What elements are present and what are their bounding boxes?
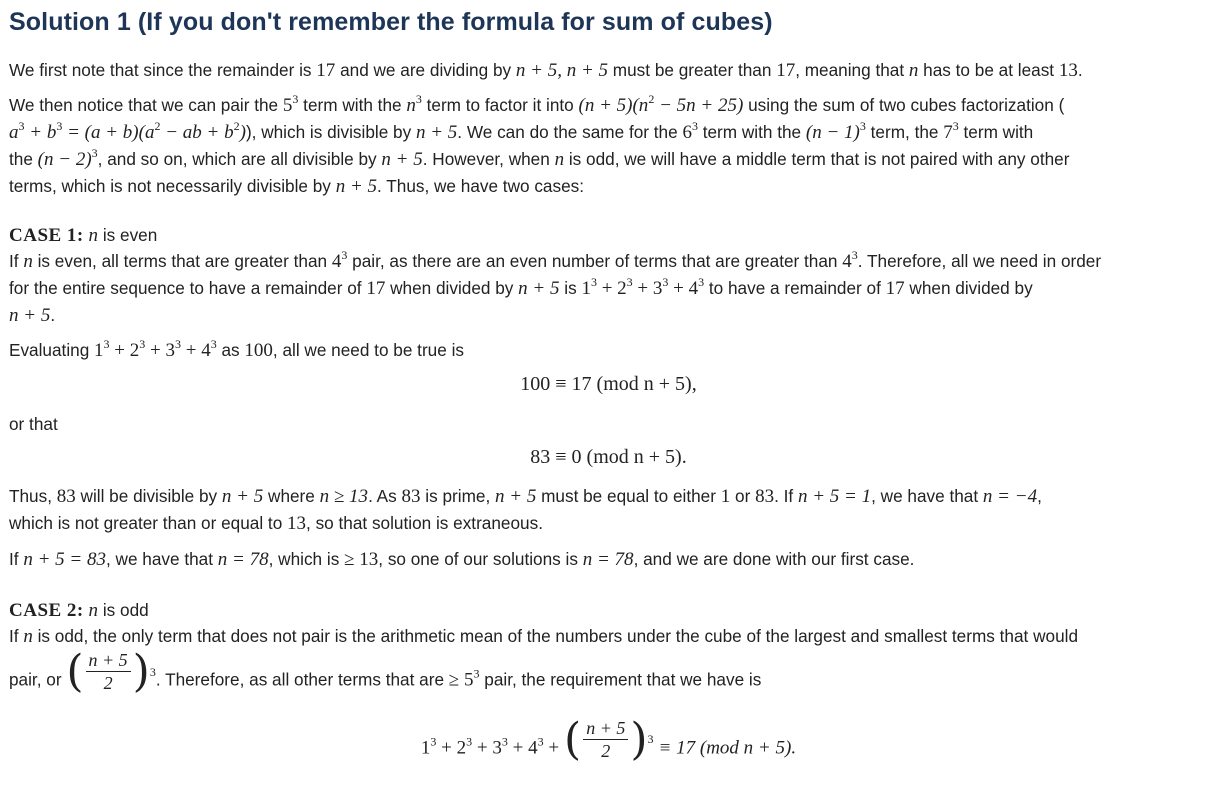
display-equation-3: $1^3 + 2^3 + 3^3 + 4^3$ + ( $\frac{n + 5}{2}$ ) 3 ≡ 17 (mod n + 5). [420, 713, 797, 765]
display-equation-1: 100 ≡ 17 (mod n + 5), [520, 373, 697, 395]
case-2-pair-line: pair, or ( $\frac{n + 5}{2}$ ) 3 . Therefore, as all other terms that are ≥ $5^3$ pair, the requirement that we have is [9, 645, 762, 697]
paragraph-evaluating: Evaluating $1^3 + 2^3 + 3^3 + 4^3$ as 100, all we need to be true is [9, 337, 464, 361]
paragraph-pairing: We then notice that we can pair the $5^3$ term with the $n^3$ term to factor it into $(n + 5)(n^2 - 5n + 25)$ using the sum of two cubes factorization ( $a^3 + b^3 = (a + b)(a^2$ − ab + $b^2$)), which is divisible by n + 5. We can do the same for the $6^3$ term with the $(n - 1)^3$ term, the $7^3$ term with the $(n - 2)^3$, and so on, which are all divisible by n + 5. However, when n is odd, we will have a middle term that is not paired with any other terms, which is not necessarily divisible by n + 5. Thus, we have two cases: [9, 92, 1070, 197]
case-1-body: If n is even, all terms that are greater than $4^3$ pair, as there are an even number of terms that are greater than $4^3$. Therefore, all we need in order for the entire sequence to have a remainder of 17 when divided by n + 5 is $1^3 + 2^3 + 3^3 + 4^3$ to have a remainder of 17 when divided by n + 5. [9, 248, 1102, 326]
paragraph-thus: Thus, 83 will be divisible by n + 5 where n ≥ 13. As 83 is prime, n + 5 must be equal to either 1 or 83. If n + 5 = 1, we have that n = −4, which is not greater than or equal to 13, so that solution is extraneous. [9, 486, 1042, 534]
case-1-heading: CASE 1: n is even [9, 225, 158, 246]
case-2-heading: CASE 2: n is odd [9, 600, 149, 621]
fraction-cubed: ( $\frac{n + 5}{2}$ ) 3 [66, 645, 156, 697]
paragraph-first-solution: If n + 5 = 83, we have that n = 78, which is ≥ 13, so one of our solutions is n = 78, and we are done with our first case. [9, 549, 915, 570]
case-2-body: If n is odd, the only term that does not pair is the arithmetic mean of the numbers under the cube of the largest and smallest terms that would [9, 626, 1079, 647]
display-equation-2: 83 ≡ 0 (mod n + 5). [530, 446, 687, 468]
solution-title: Solution 1 (If you don't remember the formula for sum of cubes) [9, 8, 773, 36]
text-or-that: or that [9, 414, 58, 434]
paragraph-remainder-note: We first note that since the remainder is 17 and we are dividing by n + 5, n + 5 must be greater than 17, meaning that n has to be at least 13. [9, 60, 1083, 81]
